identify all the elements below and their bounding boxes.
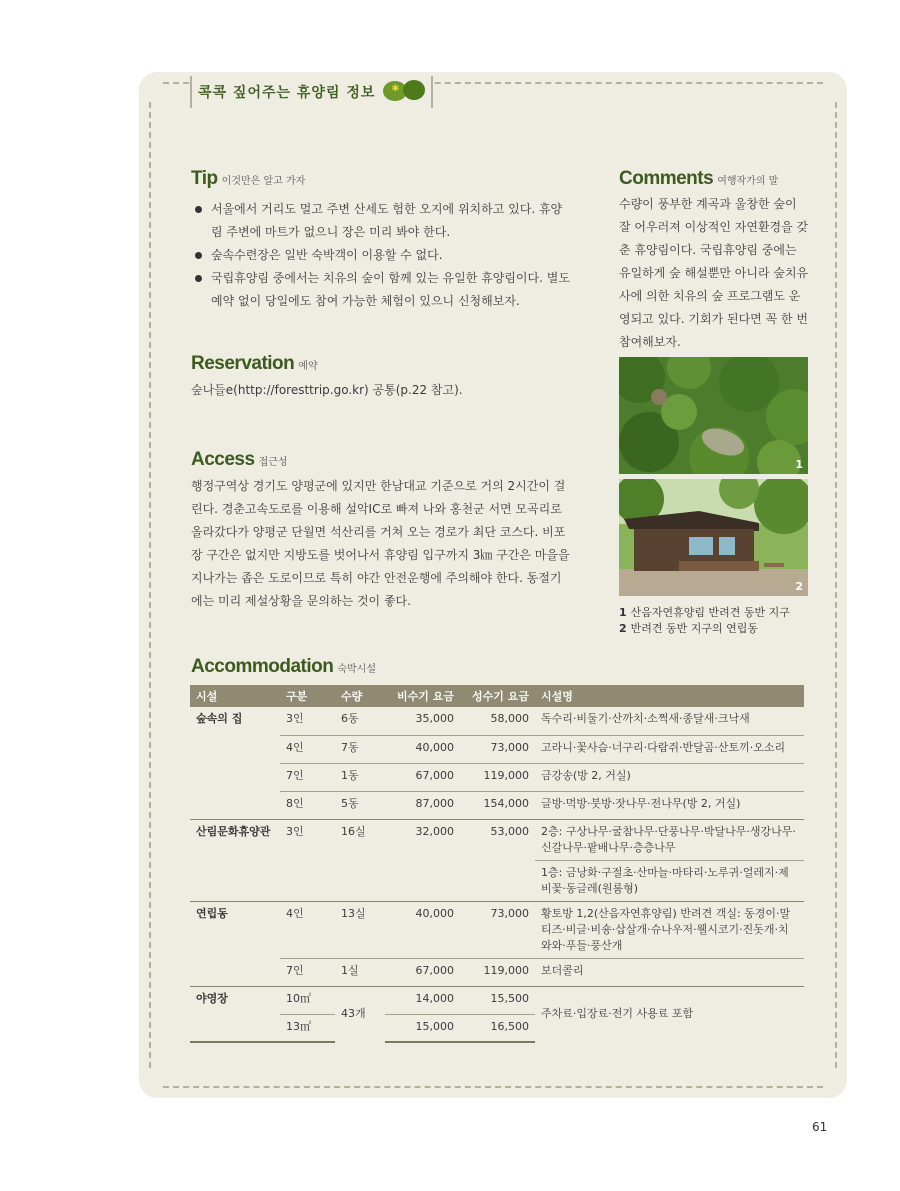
caption-1: 1 산음자연휴양림 반려견 동반 지구	[619, 606, 790, 619]
speech-bubbles-icon: *	[383, 80, 425, 104]
table-row: 7인 1동 67,000 119,000 금강송(방 2, 거실)	[190, 763, 804, 791]
tip-item: 서울에서 거리도 멀고 주변 산세도 험한 오지에 위치하고 있다. 휴양림 주변에 마트가 없으니 장은 미리 봐야 한다.	[193, 198, 573, 244]
caption-2: 2 반려견 동반 지구의 연립동	[619, 622, 759, 635]
comments-heading: Comments 여행작가의 말	[619, 168, 779, 189]
accommodation-table	[190, 685, 804, 1043]
access-text: 행정구역상 경기도 양평군에 있지만 한남대교 기준으로 거의 2시간이 걸린다. 경춘고속도로를 이용해 설악IC로 빠져 나와 홍천군 서면 모곡리로 올라갔다가 양평군 단월면 석산리를 거쳐 오는 경로가 최단 코스다. 비포장 구간은 없지만 지방도를 벗어나서 휴양림 입구까지 3㎞ 구간은 마을을 지나가는 좁은 도로이므로 특히 야간 안전운행에 주의해야 한다. 동절기에는 미리 제설상황을 문의하는 것이 좋다.	[191, 479, 570, 608]
table-row: 7인 1실 67,000 119,000 보더콜리	[190, 958, 804, 986]
access-heading: Access 접근성	[191, 449, 288, 470]
stitch-border-bottom	[163, 1086, 823, 1088]
table-row: 야영장 10㎡ 43개 14,000 15,500 주차료·입장료·전기 사용료 포함	[190, 986, 804, 1014]
col-header: 수량	[335, 685, 385, 707]
tip-item: 국립휴양림 중에서는 치유의 숲이 함께 있는 유일한 휴양림이다. 별도 예약 없이 당일에도 참여 가능한 체험이 있으니 신청해보자.	[193, 267, 573, 313]
tip-heading: Tip 이것만은 알고 가자	[191, 168, 306, 189]
col-header: 시설	[190, 685, 280, 707]
col-header: 시설명	[535, 685, 804, 707]
col-header: 성수기 요금	[460, 685, 535, 707]
table-row: 13㎡ 15,000 16,500	[190, 1014, 804, 1042]
table-row: 4인 7동 40,000 73,000 고라니·꽃사슴·너구리·다람쥐·반달곰·산토끼·오소리	[190, 735, 804, 763]
header-tab	[190, 76, 433, 108]
table-row: 1층: 금낭화·구절초·산마늘·마타리·노루귀·얼레지·제비꽃·동글레(원룸형)	[190, 860, 804, 901]
table-row: 연립동 4인 13실 40,000 73,000 황토방 1,2(산음자연휴양림) 반려견 객실: 동경이·말티즈·비글·비숑·삽살개·슈나우저·웰시코기·진돗개·치와와·푸들·풍산개	[190, 901, 804, 958]
photo-cabin	[619, 479, 808, 596]
photo-captions	[619, 605, 790, 637]
table-header-row	[190, 685, 804, 707]
reservation-heading: Reservation 예약	[191, 353, 318, 374]
page-number: 61	[812, 1120, 828, 1134]
comments-text: 수량이 풍부한 계곡과 울창한 숲이 잘 어우러져 이상적인 자연환경을 갖춘 휴양림이다. 국립휴양림 중에는 유일하게 숲 해설뿐만 아니라 숲치유사에 의한 치유의 숲 프로그램도 운영되고 있다. 기회가 된다면 꼭 한 번 참여해보자.	[619, 197, 809, 349]
header-title: 콕콕 짚어주는 휴양림 정보	[198, 85, 376, 101]
stitch-border-right	[835, 102, 837, 1068]
col-header: 비수기 요금	[385, 685, 460, 707]
table-row: 8인 5동 87,000 154,000 글방·먹방·붓방·잣나무·전나무(방 2, 거실)	[190, 791, 804, 819]
reservation-text: 숲나들e(http://foresttrip.go.kr) 공통(p.22 참고).	[191, 383, 463, 397]
table-row: 산림문화휴양관 3인 16실 32,000 53,000 2층: 구상나무·굴참나무·단풍나무·박달나무·생강나무·신갈나무·팥배나무·층층나무	[190, 819, 804, 860]
photo-forest-aerial	[619, 357, 808, 474]
accommodation-heading: Accommodation 숙박시설	[191, 656, 376, 677]
photo-number: 2	[795, 580, 803, 593]
stitch-border-left	[149, 102, 151, 1068]
col-header: 구분	[280, 685, 335, 707]
table-row: 숲속의 집 3인 6동 35,000 58,000 독수리·비둘기·산까치·소쩍새·종달새·크낙새	[190, 707, 804, 735]
tip-item: 숲속수련장은 일반 숙박객이 이용할 수 없다.	[193, 244, 573, 267]
photo-number: 1	[795, 458, 803, 471]
tip-list	[193, 198, 573, 313]
